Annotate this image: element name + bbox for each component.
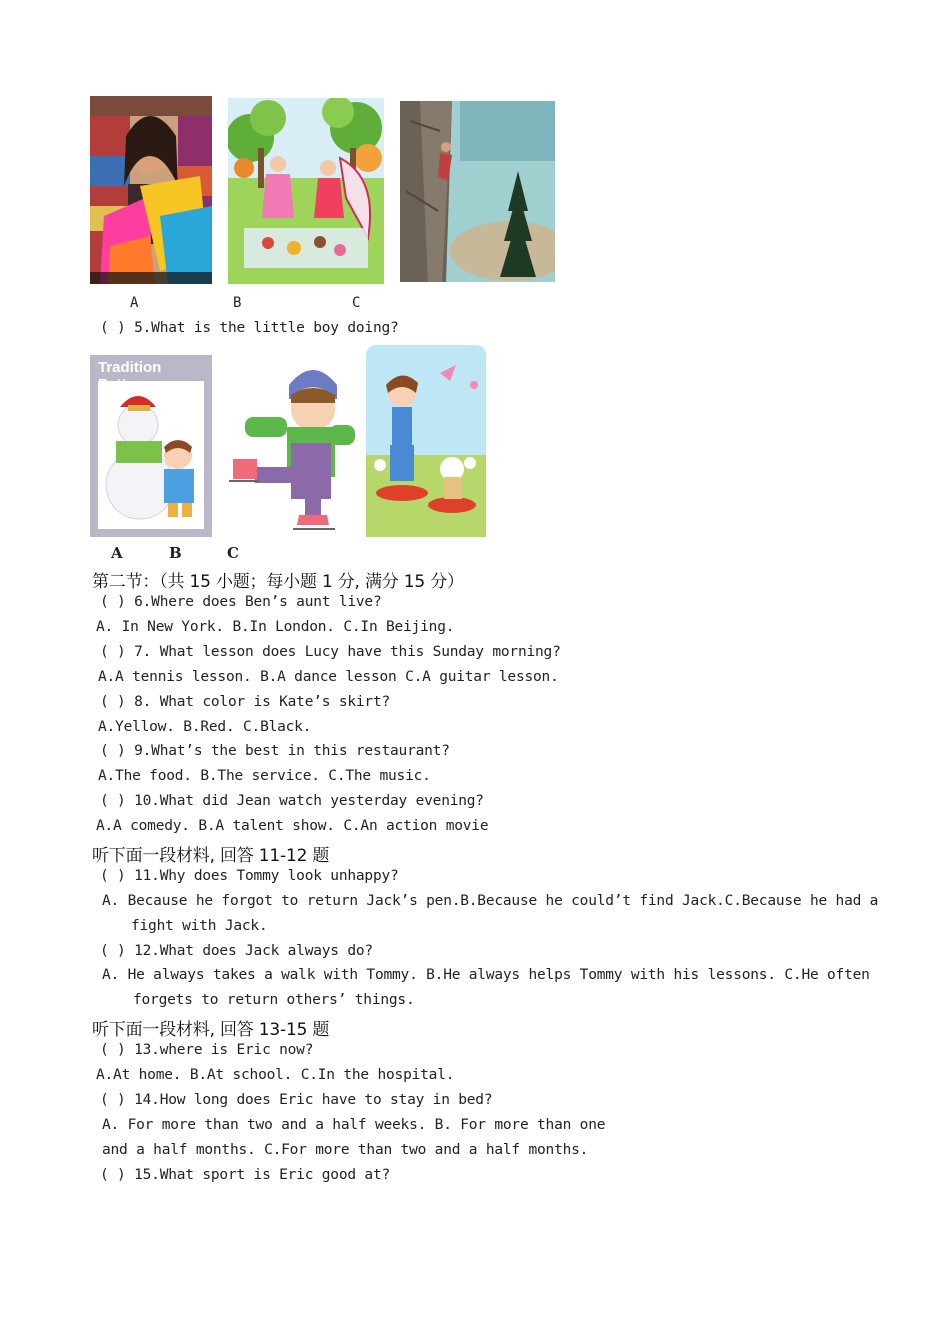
question-7-options: A.A tennis lesson. B.A dance lesson C.A guitar lesson. (98, 669, 559, 685)
question-7: ( ) 7. What lesson does Lucy have this Sunday morning? (100, 644, 561, 660)
question-13: ( ) 13.where is Eric now? (100, 1042, 314, 1058)
question-12-options-cont: forgets to return others’ things. (133, 992, 415, 1008)
question-6: ( ) 6.Where does Ben’s aunt live? (100, 594, 382, 610)
question-6-options: A. In New York. B.In London. C.In Beijing. (96, 619, 455, 635)
question-8-options: A.Yellow. B.Red. C.Black. (98, 719, 312, 735)
image-option-b-picnic (228, 98, 384, 284)
image-option-b-skating-boy (225, 355, 360, 535)
question-13-options: A.At home. B.At school. C.In the hospital. (96, 1067, 455, 1083)
question-9: ( ) 9.What’s the best in this restaurant? (100, 743, 450, 759)
question-11: ( ) 11.Why does Tommy look unhappy? (100, 868, 399, 884)
question-8: ( ) 8. What color is Kate’s skirt? (100, 694, 391, 710)
image-option-c-playing-boy (366, 345, 486, 537)
option-label-b-bold: B (169, 544, 182, 562)
option-label-b: B (233, 295, 242, 311)
image-caption: Tradition (98, 359, 162, 376)
question-11-options: A. Because he forgot to return Jack’s pen.B.Because he could’t find Jack.C.Because he had a (102, 893, 879, 909)
question-10-options: A.A comedy. B.A talent show. C.An action movie (96, 818, 489, 834)
question-14-options: A. For more than two and a half weeks. B. For more than one (102, 1117, 606, 1133)
image-option-a-snowman (90, 355, 212, 537)
question-10: ( ) 10.What did Jean watch yesterday evening? (100, 793, 484, 809)
option-label-c-bold: C (227, 544, 239, 562)
image-option-c-rock-climbing (400, 101, 555, 282)
question-12-options: A. He always takes a walk with Tommy. B.He always helps Tommy with his lessons. C.He often (102, 967, 870, 983)
passage-1-header: 听下面一段材料, 回答 11-12 题 (92, 846, 330, 866)
question-12: ( ) 12.What does Jack always do? (100, 943, 373, 959)
passage-2-header: 听下面一段材料, 回答 13-15 题 (92, 1020, 330, 1040)
option-label-a-bold: A (111, 544, 123, 562)
question-11-options-cont: fight with Jack. (131, 918, 268, 934)
question-9-options: A.The food. B.The service. C.The music. (98, 768, 431, 784)
image-option-a-shopping (90, 96, 212, 284)
section-2-header: 第二节：（共 15 小题；每小题 1 分, 满分 15 分） (92, 572, 464, 592)
question-14-options-cont: and a half months. C.For more than two and a half months. (102, 1142, 589, 1158)
option-label-c: C (352, 295, 361, 311)
question-15: ( ) 15.What sport is Eric good at? (100, 1167, 391, 1183)
option-label-a: A (130, 295, 139, 311)
question-14: ( ) 14.How long does Eric have to stay in bed? (100, 1092, 493, 1108)
question-5: ( ) 5.What is the little boy doing? (100, 320, 399, 336)
